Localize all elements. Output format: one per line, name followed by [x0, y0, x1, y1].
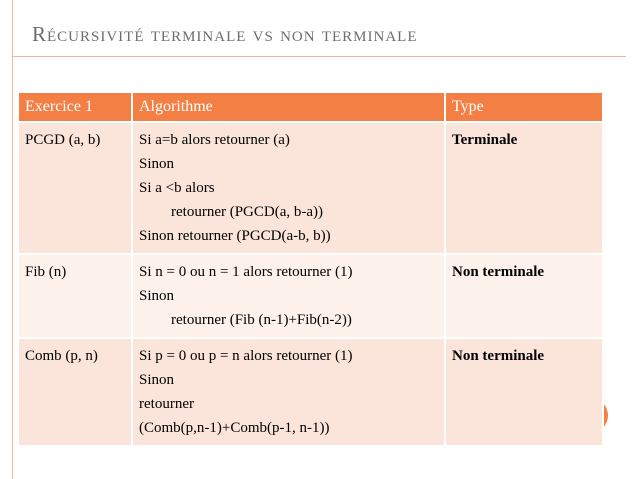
- algo-line: retourner: [139, 396, 194, 412]
- table-row-pgcd: [18, 122, 603, 254]
- algo-line: Si a=b alors retourner (a): [139, 132, 290, 148]
- algo-line: Si p = 0 ou p = n alors retourner (1): [139, 348, 353, 364]
- cell-algorithm: [132, 254, 445, 338]
- cell-type: Terminale: [445, 122, 603, 254]
- title-underline: [12, 56, 626, 57]
- header-algorithm: Algorithme: [132, 92, 445, 122]
- cell-exercise: Fib (n): [18, 254, 132, 338]
- cell-exercise: PCGD (a, b): [18, 122, 132, 254]
- table-row-fib: [18, 254, 603, 338]
- cell-type: Non terminale: [445, 254, 603, 338]
- left-accent-line: [12, 0, 13, 479]
- cell-algorithm: [132, 122, 445, 254]
- cell-algorithm: [132, 338, 445, 446]
- algo-line: Sinon: [139, 372, 175, 388]
- algo-line: Sinon: [139, 288, 175, 304]
- cell-type: Non terminale: [445, 338, 603, 446]
- algo-line: retourner (Fib (n-1)+Fib(n-2)): [171, 312, 352, 328]
- algo-line: (Comb(p,n-1)+Comb(p-1, n-1)): [139, 420, 330, 436]
- algo-line: Sinon: [139, 156, 175, 172]
- table-row-comb: [18, 338, 603, 446]
- table-header-row: [18, 92, 603, 122]
- algo-line: Si a <b alors: [139, 180, 215, 196]
- header-type: Type: [445, 92, 603, 122]
- algo-line: Sinon retourner (PGCD(a-b, b)): [139, 228, 331, 244]
- algo-line: Si n = 0 ou n = 1 alors retourner (1): [139, 264, 353, 280]
- header-exercise: Exercice 1: [18, 92, 132, 122]
- recursion-table: [17, 91, 604, 447]
- algo-line: retourner (PGCD(a, b-a)): [171, 204, 324, 220]
- slide-title: Récursivité terminale vs non terminale: [32, 22, 418, 46]
- cell-exercise: Comb (p, n): [18, 338, 132, 446]
